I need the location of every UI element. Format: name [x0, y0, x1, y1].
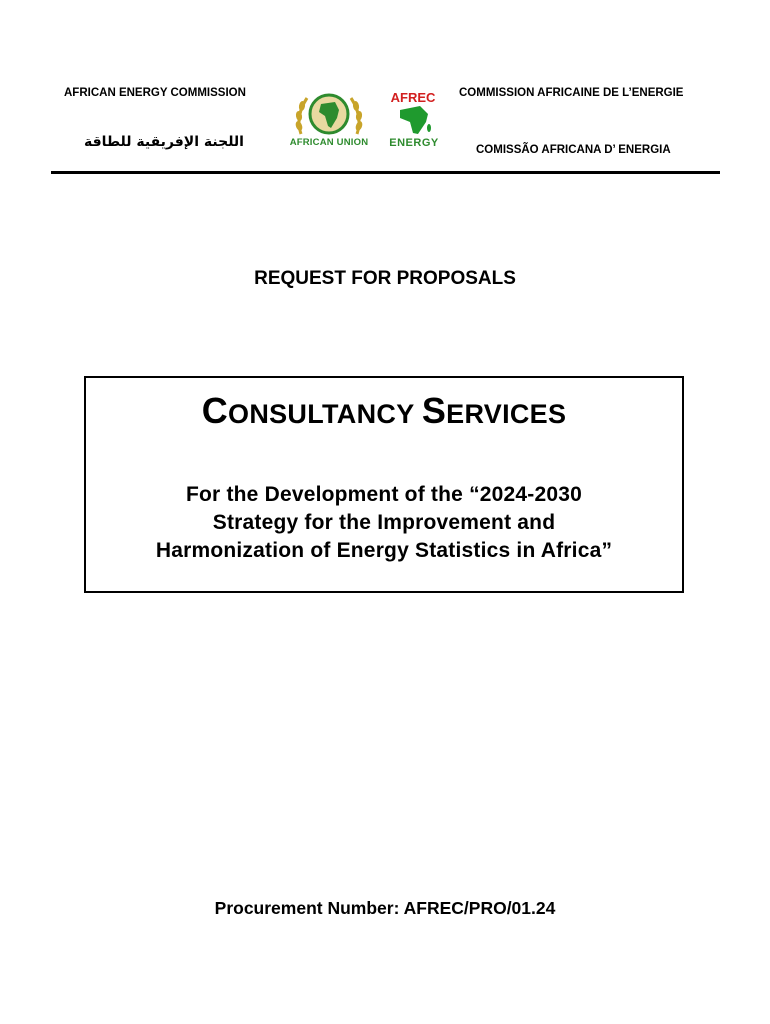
- request-title: REQUEST FOR PROPOSALS: [254, 268, 516, 289]
- header-right-title-fr: COMMISSION AFRICAINE DE L’ENERGIE: [459, 87, 684, 99]
- box-subtitle-line2: Strategy for the Improvement and: [212, 511, 556, 534]
- african-union-label: AFRICAN UNION: [289, 137, 369, 148]
- box-title-rest1: ONSULTANCY: [228, 399, 422, 429]
- header-left-title-ar: اللجنة الإفريقية للطاقة: [84, 134, 244, 150]
- box-subtitle: [96, 481, 672, 565]
- afrec-energy-label: ENERGY: [389, 137, 439, 149]
- box-subtitle-line3: Harmonization of Energy Statistics in Africa”: [155, 539, 613, 562]
- title-box: [84, 376, 684, 593]
- procurement-number: Procurement Number: AFREC/PRO/01.24: [214, 898, 556, 918]
- header-right-title-pt: COMISSÃO AFRICANA D’ ENERGIA: [476, 144, 671, 156]
- box-title: [86, 390, 682, 432]
- box-subtitle-line1: For the Development of the “2024-2030: [185, 483, 582, 506]
- box-title-cap2: S: [421, 390, 447, 431]
- header-left-title-en: AFRICAN ENERGY COMMISSION: [64, 87, 246, 99]
- afrec-logo-text: AFREC: [390, 90, 436, 105]
- header-divider: [51, 171, 720, 174]
- box-title-cap1: C: [201, 390, 229, 431]
- box-title-rest2: ERVICES: [446, 399, 567, 429]
